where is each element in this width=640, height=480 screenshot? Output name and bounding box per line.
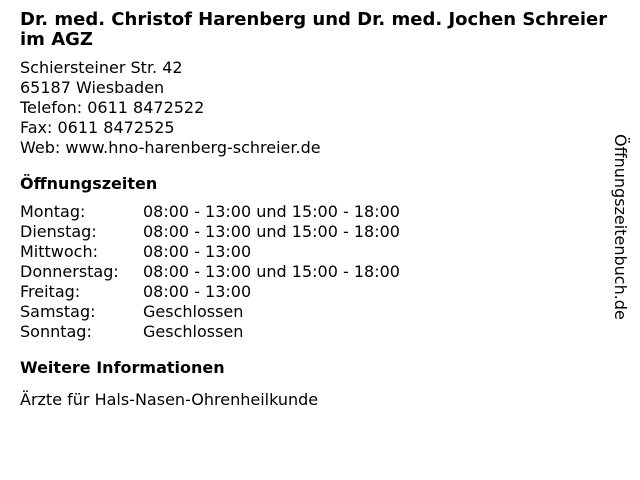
side-watermark-label: Öffnungszeitenbuch.de	[611, 134, 630, 320]
hours-time: 08:00 - 13:00	[143, 282, 252, 301]
hours-time: 08:00 - 13:00 und 15:00 - 18:00	[143, 202, 400, 221]
street-line: Schiersteiner Str. 42	[20, 58, 183, 77]
hours-day: Samstag:	[20, 302, 96, 321]
hours-row	[20, 202, 610, 222]
hours-day: Freitag:	[20, 282, 81, 301]
opening-hours-table	[20, 202, 610, 342]
hours-day: Dienstag:	[20, 222, 97, 241]
address-block	[20, 58, 610, 158]
fax-line: Fax: 0611 8472525	[20, 118, 175, 137]
hours-time: 08:00 - 13:00 und 15:00 - 18:00	[143, 222, 400, 241]
hours-day: Sonntag:	[20, 322, 92, 341]
phone-line: Telefon: 0611 8472522	[20, 98, 205, 117]
hours-row	[20, 282, 610, 302]
hours-row	[20, 302, 610, 322]
web-line: Web: www.hno-harenberg-schreier.de	[20, 138, 321, 157]
listing-content	[20, 10, 610, 410]
hours-day: Donnerstag:	[20, 262, 119, 281]
hours-time: Geschlossen	[143, 322, 244, 341]
opening-hours-heading: Öffnungszeiten	[20, 174, 158, 193]
specialty-text: Ärzte für Hals-Nasen-Ohrenheilkunde	[20, 390, 319, 409]
hours-time: Geschlossen	[143, 302, 244, 321]
hours-time: 08:00 - 13:00	[143, 242, 252, 261]
city-line: 65187 Wiesbaden	[20, 78, 165, 97]
hours-row	[20, 222, 610, 242]
more-info-heading: Weitere Informationen	[20, 358, 225, 377]
hours-row	[20, 322, 610, 342]
hours-day: Mittwoch:	[20, 242, 98, 261]
hours-day: Montag:	[20, 202, 86, 221]
hours-row	[20, 262, 610, 282]
hours-row	[20, 242, 610, 262]
hours-time: 08:00 - 13:00 und 15:00 - 18:00	[143, 262, 400, 281]
page-title: Dr. med. Christof Harenberg und Dr. med. Jochen Schreier im AGZ	[20, 9, 608, 50]
